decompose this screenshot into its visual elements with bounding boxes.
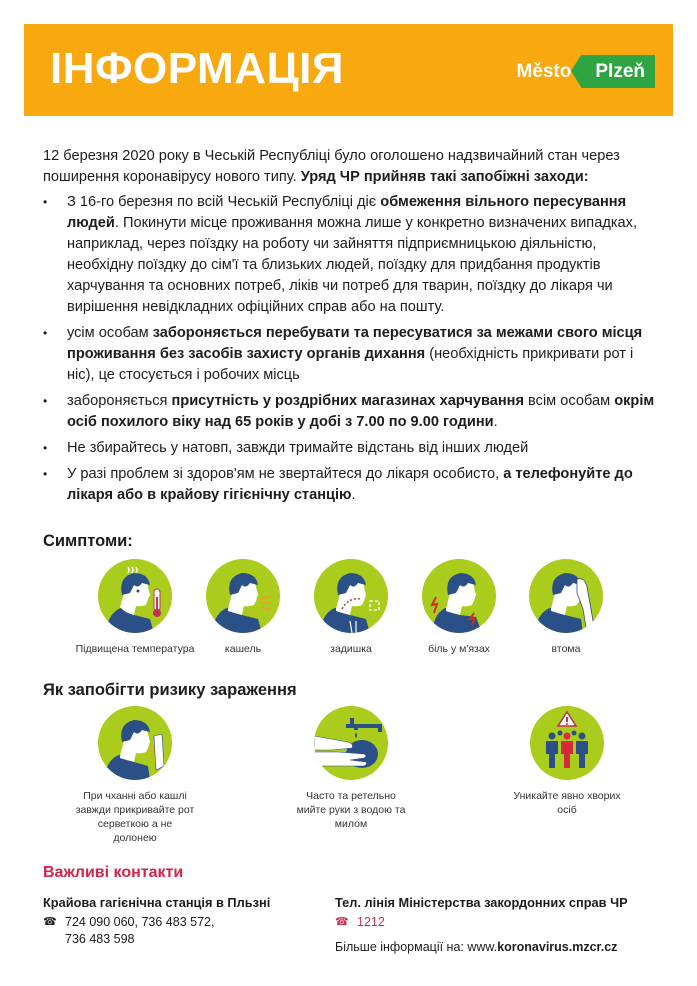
rule-text: З 16-го березня по всій Чеській Республіці діє [67,194,381,210]
phone-icon: ☎ [43,916,57,928]
contact-name: Тел. лінія Міністерства закордонних справ ЧР [335,895,628,910]
hotline-number[interactable]: 1212 [357,915,385,929]
symptom-label: кашель [224,643,262,655]
symptom-label: втома [551,643,581,655]
rule-bold: забороняється перебувати та пересуватися за межами свого місця проживання без засобів захисту органів дихання [67,325,643,362]
rule-bold: присутність у роздрібних магазинах харчування [171,393,524,409]
cough-icon [206,559,280,633]
symptom-cough [183,559,303,656]
symptom-shortness-of-breath [291,559,411,656]
mesto-plzen-logo [516,55,655,88]
symptom-label: Підвищена температура [75,643,195,655]
rule-item [43,464,663,506]
symptom-fever [75,559,195,656]
rule-text: . Покинути місце проживання можна лише у конкретно визначених випадках, наприклад, через поїздку на роботу чи зайняття підприємницькою діяльністю, необхідну поїздку до сім'ї та близьких людей, поїздку для придбання продуктів харчування та основних потреб, ліків чи потреб для тварин, поїздку до лікаря чи вирішення невідкладних офіційних справ або на пошту. [67,215,638,315]
rule-text: Не збирайтесь у натовп, завжди тримайте відстань від інших людей [67,440,529,456]
rules-list [43,192,663,506]
rule-item [43,192,663,318]
prevention-avoid-sick [507,706,627,817]
rule-item [43,438,663,459]
rule-text: (необхідність прикривати рот і ніс), це стосується і робочих місць [67,346,634,383]
phone-icon: ☎ [335,916,349,928]
more-info [335,939,665,956]
prevention-label: Уникайте явно хворих осіб [513,790,621,816]
rule-text: . [493,414,498,430]
more-info-label: Більше інформації на: www. [335,940,498,954]
prevention-hand-washing [291,706,411,831]
symptom-fatigue [506,559,626,656]
shortness-of-breath-icon [314,559,388,633]
contact-regional-hygiene-station [43,894,323,948]
contact-phone-row [43,914,323,948]
more-info-link[interactable]: koronavirus.mzcr.cz [497,940,618,954]
logo-text-plzen: Plzeň [581,55,655,88]
logo-text-mesto: Město [516,60,572,82]
prevention-label: При чханні або кашлі завжди прикривайте рот серветкою а не долонею [75,790,195,844]
intro-text: 12 березня 2020 року в Чеській Республіці було оголошено надзвичайний стан через поширення коронавірусу нового типу. [43,148,620,185]
fatigue-icon [529,559,603,633]
rule-bold: а телефонуйте до лікаря або в крайову гігієнічну станцію [67,466,633,503]
rule-text: У разі проблем зі здоров'ям не звертайтеся до лікаря особисто, [67,466,504,482]
contact-foreign-ministry [335,894,665,956]
symptom-muscle-pain [399,559,519,656]
contact-phone-row [335,914,665,931]
main-content [43,146,663,511]
rule-item [43,391,663,433]
symptom-label: задишка [330,643,372,655]
intro-paragraph [43,146,663,188]
prevention-tissue [75,706,195,845]
intro-bold: Уряд ЧР прийняв такі запобіжні заходи: [300,169,589,185]
header-banner [24,24,673,116]
muscle-pain-icon [422,559,496,633]
prevention-title: Як запобігти ризику зараження [43,681,297,699]
page-title: ІНФОРМАЦІЯ [50,44,344,93]
phone-numbers-line1[interactable]: 724 090 060, 736 483 572, [65,915,215,929]
symptom-label: біль у м'язах [428,643,490,655]
rule-text: всім особам [524,393,615,409]
rule-bold: обмеження вільного пересування людей [67,194,627,231]
phone-numbers-line2[interactable]: 736 483 598 [65,932,135,946]
rule-item [43,323,663,386]
fever-icon [98,559,172,633]
symptoms-title: Симптоми: [43,532,133,550]
rule-bold: окрім осіб похилого віку над 65 років у добі з 7.00 по 9.00 години [67,393,655,430]
avoid-sick-people-icon [530,706,604,780]
prevention-label: Часто та ретельно мийте руки з водою та милом [296,790,406,830]
rule-text: усім особам [67,325,153,341]
hand-washing-icon [314,706,388,780]
tissue-cough-icon [98,706,172,780]
rule-text: . [351,487,356,503]
contacts-title: Важливі контакти [43,864,184,881]
contact-name: Крайова гагієнічна станція в Пльзні [43,895,271,910]
rule-text: забороняється [67,393,172,409]
